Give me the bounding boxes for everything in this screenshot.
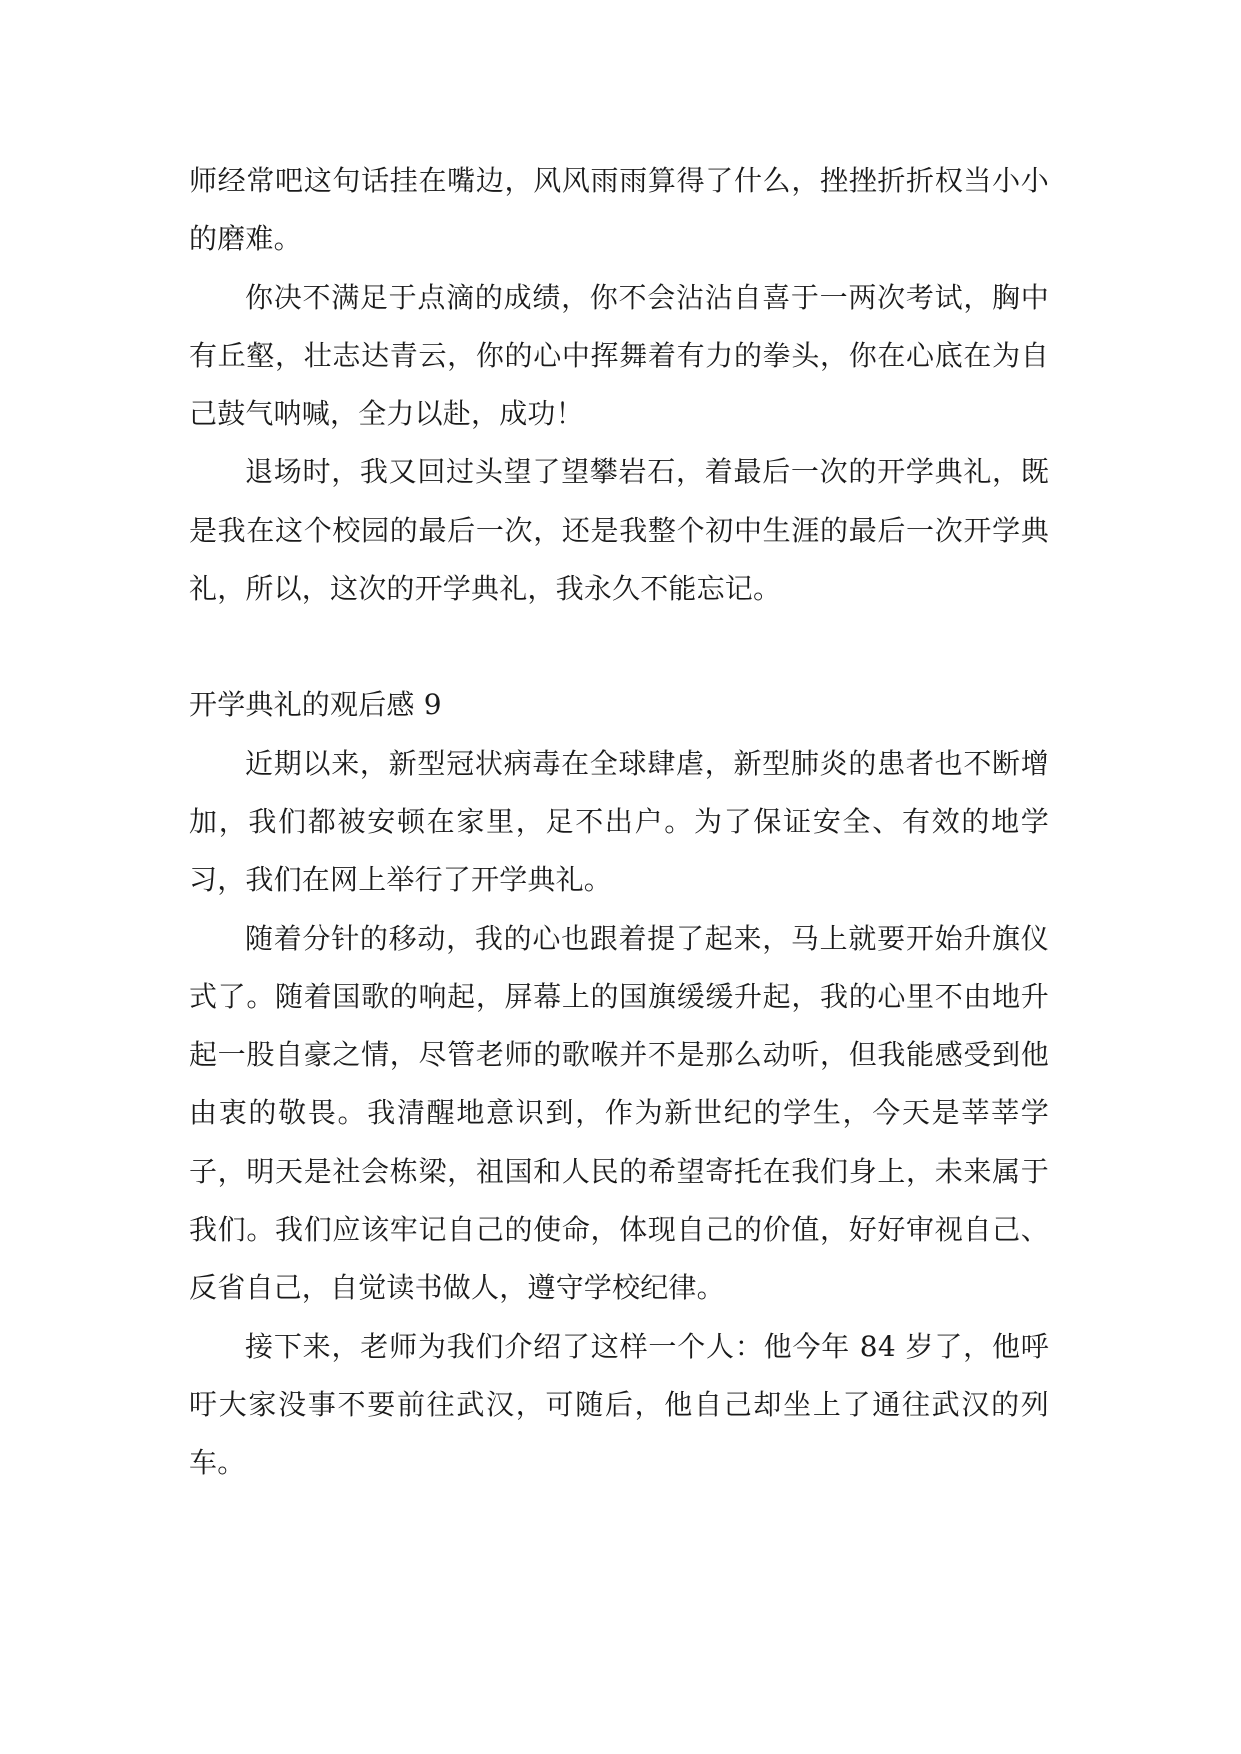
paragraph-1: 师经常吧这句话挂在嘴边，风风雨雨算得了什么，挫挫折折权当小小的磨难。: [189, 164, 1049, 256]
paragraph-4: 近期以来，新型冠状病毒在全球肆虐，新型肺炎的患者也不断增加，我们都被安顿在家里，足不出户。为了保证安全、有效的地学习，我们在网上举行了开学典礼。: [189, 746, 1049, 897]
paragraph-2: 你决不满足于点滴的成绩，你不会沾沾自喜于一两次考试，胸中有丘壑，壮志达青云，你的心中挥舞着有力的拳头，你在心底在为自己鼓气呐喊，全力以赴，成功！: [189, 280, 1049, 431]
paragraph-3: 退场时，我又回过头望了望攀岩石，着最后一次的开学典礼，既是我在这个校园的最后一次，还是我整个初中生涯的最后一次开学典礼，所以，这次的开学典礼，我永久不能忘记。: [189, 455, 1049, 606]
paragraph-5: 随着分针的移动，我的心也跟着提了起来，马上就要开始升旗仪式了。随着国歌的响起，屏幕上的国旗缓缓升起，我的心里不由地升起一股自豪之情，尽管老师的歌喉并不是那么动听，但我能感受到他由衷的敬畏。我清醒地意识到，作为新世纪的学生，今天是莘莘学子，明天是社会栋梁，祖国和人民的希望寄托在我们身上，未来属于我们。我们应该牢记自己的使命，体现自己的价值，好好审视自己、反省自己，自觉读书做人，遵守学校纪律。: [189, 921, 1049, 1305]
document-body: [189, 152, 1049, 1493]
paragraph-6: 接下来，老师为我们介绍了这样一个人：他今年 84 岁了，他呼吁大家没事不要前往武汉，可随后，他自己却坐上了通往武汉的列车。: [189, 1329, 1049, 1480]
section-title: 开学典礼的观后感 9: [189, 688, 442, 722]
